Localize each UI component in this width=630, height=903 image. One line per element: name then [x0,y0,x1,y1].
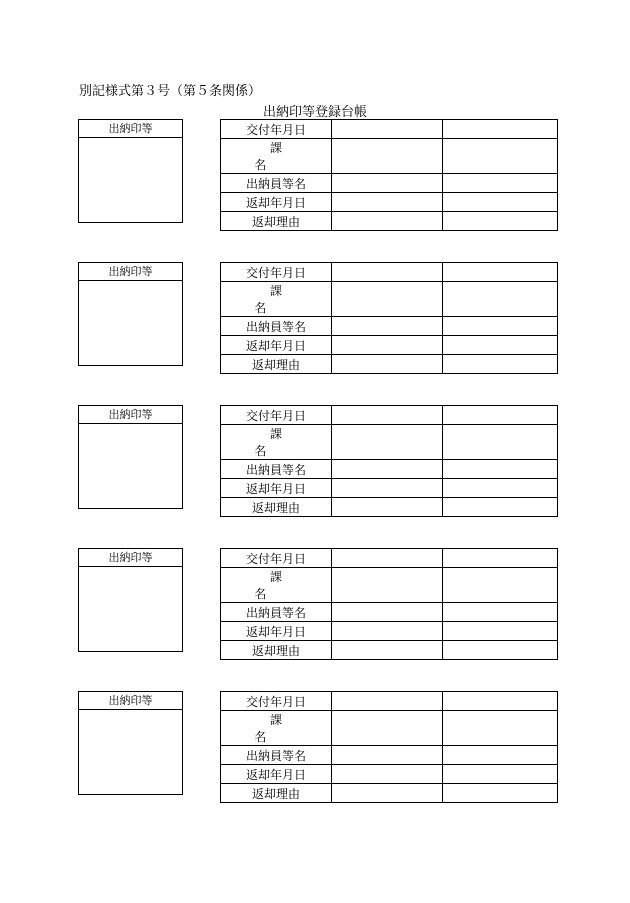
row-label-return-reason: 返却理由 [221,641,332,660]
return-date-cell-2[interactable] [443,336,558,355]
stamp-label: 出納印等 [79,120,182,138]
issue-date-cell-1[interactable] [332,406,443,425]
stamp-imprint-area[interactable] [79,138,182,223]
return-date-cell-2[interactable] [443,193,558,212]
return-reason-cell-2[interactable] [443,212,558,231]
record-info-table [220,262,558,374]
stamp-label: 出納印等 [79,549,182,567]
issue-date-cell-2[interactable] [443,406,558,425]
section-cell-2[interactable] [443,425,558,460]
table-row [221,406,558,425]
return-reason-cell-1[interactable] [332,498,443,517]
section-cell-2[interactable] [443,139,558,174]
table-row [221,317,558,336]
section-cell-2[interactable] [443,282,558,317]
return-reason-cell-2[interactable] [443,355,558,374]
stamp-imprint-area[interactable] [79,567,182,652]
row-label-return-date: 返却年月日 [221,622,332,641]
row-label-issue-date: 交付年月日 [221,120,332,139]
return-reason-cell-1[interactable] [332,212,443,231]
return-reason-cell-2[interactable] [443,784,558,803]
row-label-issue-date: 交付年月日 [221,549,332,568]
row-label-issue-date: 交付年月日 [221,692,332,711]
row-label-section: 課名 [254,570,314,601]
row-label-return-date: 返却年月日 [221,336,332,355]
table-row [221,641,558,660]
row-label-return-reason: 返却理由 [221,498,332,517]
cashier-name-cell-2[interactable] [443,746,558,765]
cashier-name-cell-1[interactable] [332,317,443,336]
section-cell-1[interactable] [332,568,443,603]
issue-date-cell-1[interactable] [332,692,443,711]
table-row [221,282,558,317]
table-row [221,711,558,746]
return-date-cell-1[interactable] [332,765,443,784]
cashier-name-cell-2[interactable] [443,317,558,336]
cashier-name-cell-1[interactable] [332,603,443,622]
stamp-box [78,548,183,652]
row-label-issue-date: 交付年月日 [221,263,332,282]
record-info-table [220,119,558,231]
row-label-return-date: 返却年月日 [221,479,332,498]
stamp-imprint-area[interactable] [79,710,182,795]
row-label-cashier-name: 出納員等名 [221,460,332,479]
stamp-box [78,691,183,795]
record-info-table [220,548,558,660]
return-reason-cell-1[interactable] [332,784,443,803]
table-row [221,460,558,479]
table-row [221,174,558,193]
issue-date-cell-2[interactable] [443,263,558,282]
row-label-return-date: 返却年月日 [221,765,332,784]
row-label-cashier-name: 出納員等名 [221,174,332,193]
table-row [221,479,558,498]
return-reason-cell-2[interactable] [443,641,558,660]
table-row [221,336,558,355]
row-label-cashier-name: 出納員等名 [221,317,332,336]
return-reason-cell-1[interactable] [332,641,443,660]
stamp-box [78,405,183,509]
table-row [221,139,558,174]
row-label-return-reason: 返却理由 [221,784,332,803]
table-row [221,193,558,212]
row-label-issue-date: 交付年月日 [221,406,332,425]
table-row [221,212,558,231]
stamp-label: 出納印等 [79,406,182,424]
stamp-box [78,262,183,366]
table-row [221,568,558,603]
row-label-return-reason: 返却理由 [221,355,332,374]
cashier-name-cell-1[interactable] [332,460,443,479]
return-date-cell-2[interactable] [443,765,558,784]
table-row [221,120,558,139]
table-row [221,263,558,282]
section-cell-2[interactable] [443,568,558,603]
section-cell-1[interactable] [332,139,443,174]
section-cell-2[interactable] [443,711,558,746]
return-reason-cell-1[interactable] [332,355,443,374]
stamp-box [78,119,183,223]
table-row [221,622,558,641]
return-date-cell-1[interactable] [332,193,443,212]
return-date-cell-2[interactable] [443,622,558,641]
row-label-cashier-name: 出納員等名 [221,746,332,765]
register-record [0,405,630,515]
return-date-cell-1[interactable] [332,336,443,355]
register-record [0,119,630,229]
table-row [221,549,558,568]
stamp-label: 出納印等 [79,692,182,710]
table-row [221,603,558,622]
issue-date-cell-1[interactable] [332,120,443,139]
issue-date-cell-1[interactable] [332,263,443,282]
stamp-imprint-area[interactable] [79,424,182,509]
issue-date-cell-2[interactable] [443,549,558,568]
return-date-cell-2[interactable] [443,479,558,498]
form-number-label: 別記様式第３号（第５条関係） [79,84,262,99]
row-label-return-date: 返却年月日 [221,193,332,212]
section-cell-1[interactable] [332,425,443,460]
return-date-cell-1[interactable] [332,479,443,498]
section-cell-1[interactable] [332,711,443,746]
register-record [0,262,630,372]
row-label-section: 課名 [254,141,314,172]
table-row [221,425,558,460]
issue-date-cell-1[interactable] [332,549,443,568]
register-record [0,691,630,801]
return-date-cell-1[interactable] [332,622,443,641]
cashier-name-cell-2[interactable] [443,460,558,479]
record-info-table [220,691,558,803]
section-cell-1[interactable] [332,282,443,317]
stamp-imprint-area[interactable] [79,281,182,366]
issue-date-cell-2[interactable] [443,120,558,139]
table-row [221,746,558,765]
record-info-table [220,405,558,517]
document-title: 出納印等登録台帳 [262,105,367,120]
issue-date-cell-2[interactable] [443,692,558,711]
cashier-name-cell-2[interactable] [443,174,558,193]
cashier-name-cell-2[interactable] [443,603,558,622]
row-label-return-reason: 返却理由 [221,212,332,231]
table-row [221,784,558,803]
table-row [221,355,558,374]
cashier-name-cell-1[interactable] [332,746,443,765]
table-row [221,498,558,517]
row-label-section: 課名 [254,713,314,744]
row-label-cashier-name: 出納員等名 [221,603,332,622]
cashier-name-cell-1[interactable] [332,174,443,193]
table-row [221,765,558,784]
register-record [0,548,630,658]
stamp-label: 出納印等 [79,263,182,281]
row-label-section: 課名 [254,284,314,315]
row-label-section: 課名 [254,427,314,458]
table-row [221,692,558,711]
return-reason-cell-2[interactable] [443,498,558,517]
